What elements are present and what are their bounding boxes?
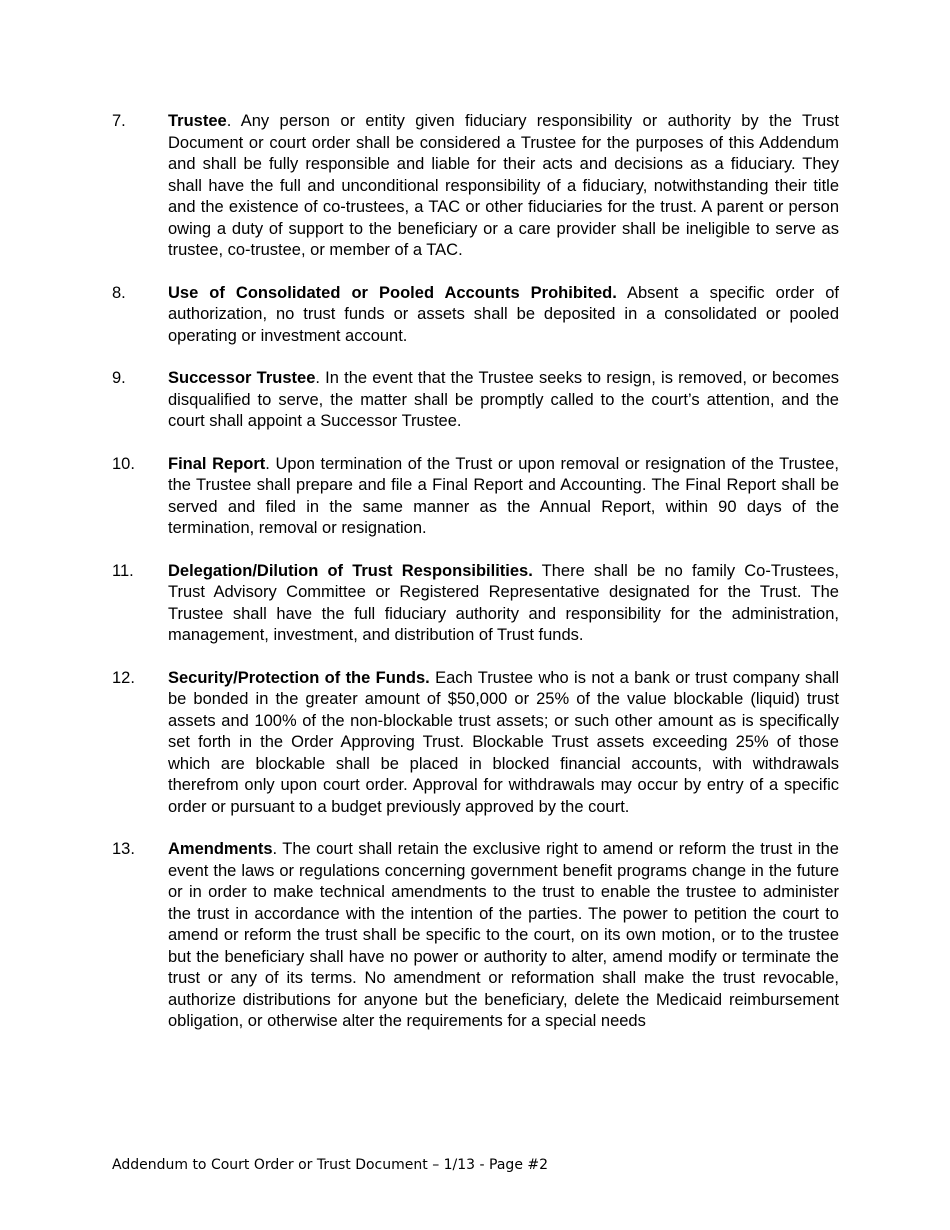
clause-text: Each Trustee who is not a bank or trust company shall be bonded in the greater amount of $50,000 or 25% of the value blockable (liquid) trust assets and 100% of the non-blockable trust assets; or such other amount as is specifically set forth in the Order Approving Trust. Blockable Trust assets exceeding 25% of those which are blockable shall be placed in blocked financial accounts, with withdrawals therefrom only upon court order. Approval for withdrawals may occur by entry of a specific order or pursuant to a budget previously approved by the court.: [168, 668, 839, 816]
clause-number: 9.: [112, 369, 126, 387]
page-footer: Addendum to Court Order or Trust Document – 1/13 - Page #2: [112, 1157, 549, 1173]
clause-title: Trustee: [168, 112, 227, 130]
clause-title: Amendments: [168, 840, 273, 858]
clause-body: [168, 111, 839, 262]
clause-title: Use of Consolidated or Pooled Accounts Prohibited.: [168, 283, 617, 302]
clause-text: . Upon termination of the Trust or upon removal or resignation of the Trustee, the Trustee shall prepare and file a Final Report and Accounting. The Final Report shall be served and filed in the same manner as the Annual Report, within 90 days of the termination, removal or resignation.: [168, 454, 839, 537]
clause-10: [112, 454, 839, 540]
clause-body: [168, 283, 839, 348]
clause-title: Successor Trustee: [168, 369, 316, 387]
clause-12: [112, 668, 839, 819]
clause-number: 7.: [112, 112, 126, 130]
clause-8: [112, 283, 839, 348]
clause-9: [112, 368, 839, 433]
clause-text: . The court shall retain the exclusive right to amend or reform the trust in the event the laws or regulations concerning government benefit programs change in the future or in order to make technical amendments to the trust to enable the trustee to administer the trust in accordance with the intention of the parties. The power to petition the court to amend or reform the trust shall be specific to the court, on its own motion, or to the trustee but the beneficiary shall have no power or authority to alter, amend modify or terminate the trust or any of its terms. No amendment or reformation shall make the trust revocable, authorize distributions for anyone but the beneficiary, delete the Medicaid reimbursement obligation, or otherwise alter the requirements for a special needs: [168, 840, 839, 1030]
clause-number: 11.: [112, 561, 134, 580]
clause-body: [168, 368, 839, 433]
clause-body: [168, 668, 839, 819]
clause-text: . In the event that the Trustee seeks to resign, is removed, or becomes disqualified to serve, the matter shall be promptly called to the court’s attention, and the court shall appoint a Successor Trustee.: [168, 369, 839, 430]
clause-body: [168, 839, 839, 1033]
clause-title: Security/Protection of the Funds.: [168, 668, 430, 687]
clause-body: [168, 561, 839, 647]
clause-title: Delegation/Dilution of Trust Responsibilities.: [168, 561, 533, 580]
clause-body: [168, 454, 839, 540]
clause-number: 13.: [112, 840, 135, 858]
clause-text: Absent a specific order of authorization, no trust funds or assets shall be deposited in a consolidated or pooled operating or investment account.: [168, 283, 839, 345]
clause-title: Final Report: [168, 454, 266, 473]
clause-7: [112, 111, 839, 262]
clause-text: There shall be no family Co-Trustees, Trust Advisory Committee or Registered Representative designated for the Trust. The Trustee shall have the full fiduciary authority and responsibility for the administration, management, investment, and distribution of Trust funds.: [168, 561, 839, 644]
clause-number: 10.: [112, 454, 135, 473]
document-body: [112, 111, 839, 1054]
clause-number: 12.: [112, 668, 135, 687]
clause-text: . Any person or entity given fiduciary responsibility or authority by the Trust Document or court order shall be considered a Trustee for the purposes of this Addendum and shall be fully responsible and liable for their acts and decisions as a fiduciary. They shall have the full and unconditional responsibility of a fiduciary, notwithstanding their title and the existence of co-trustees, a TAC or other fiduciaries for the trust. A parent or person owing a duty of support to the beneficiary or a care provider shall be ineligible to serve as trustee, co-trustee, or member of a TAC.: [168, 112, 839, 259]
clause-13: [112, 839, 839, 1033]
clause-11: [112, 561, 839, 647]
clause-number: 8.: [112, 283, 126, 302]
